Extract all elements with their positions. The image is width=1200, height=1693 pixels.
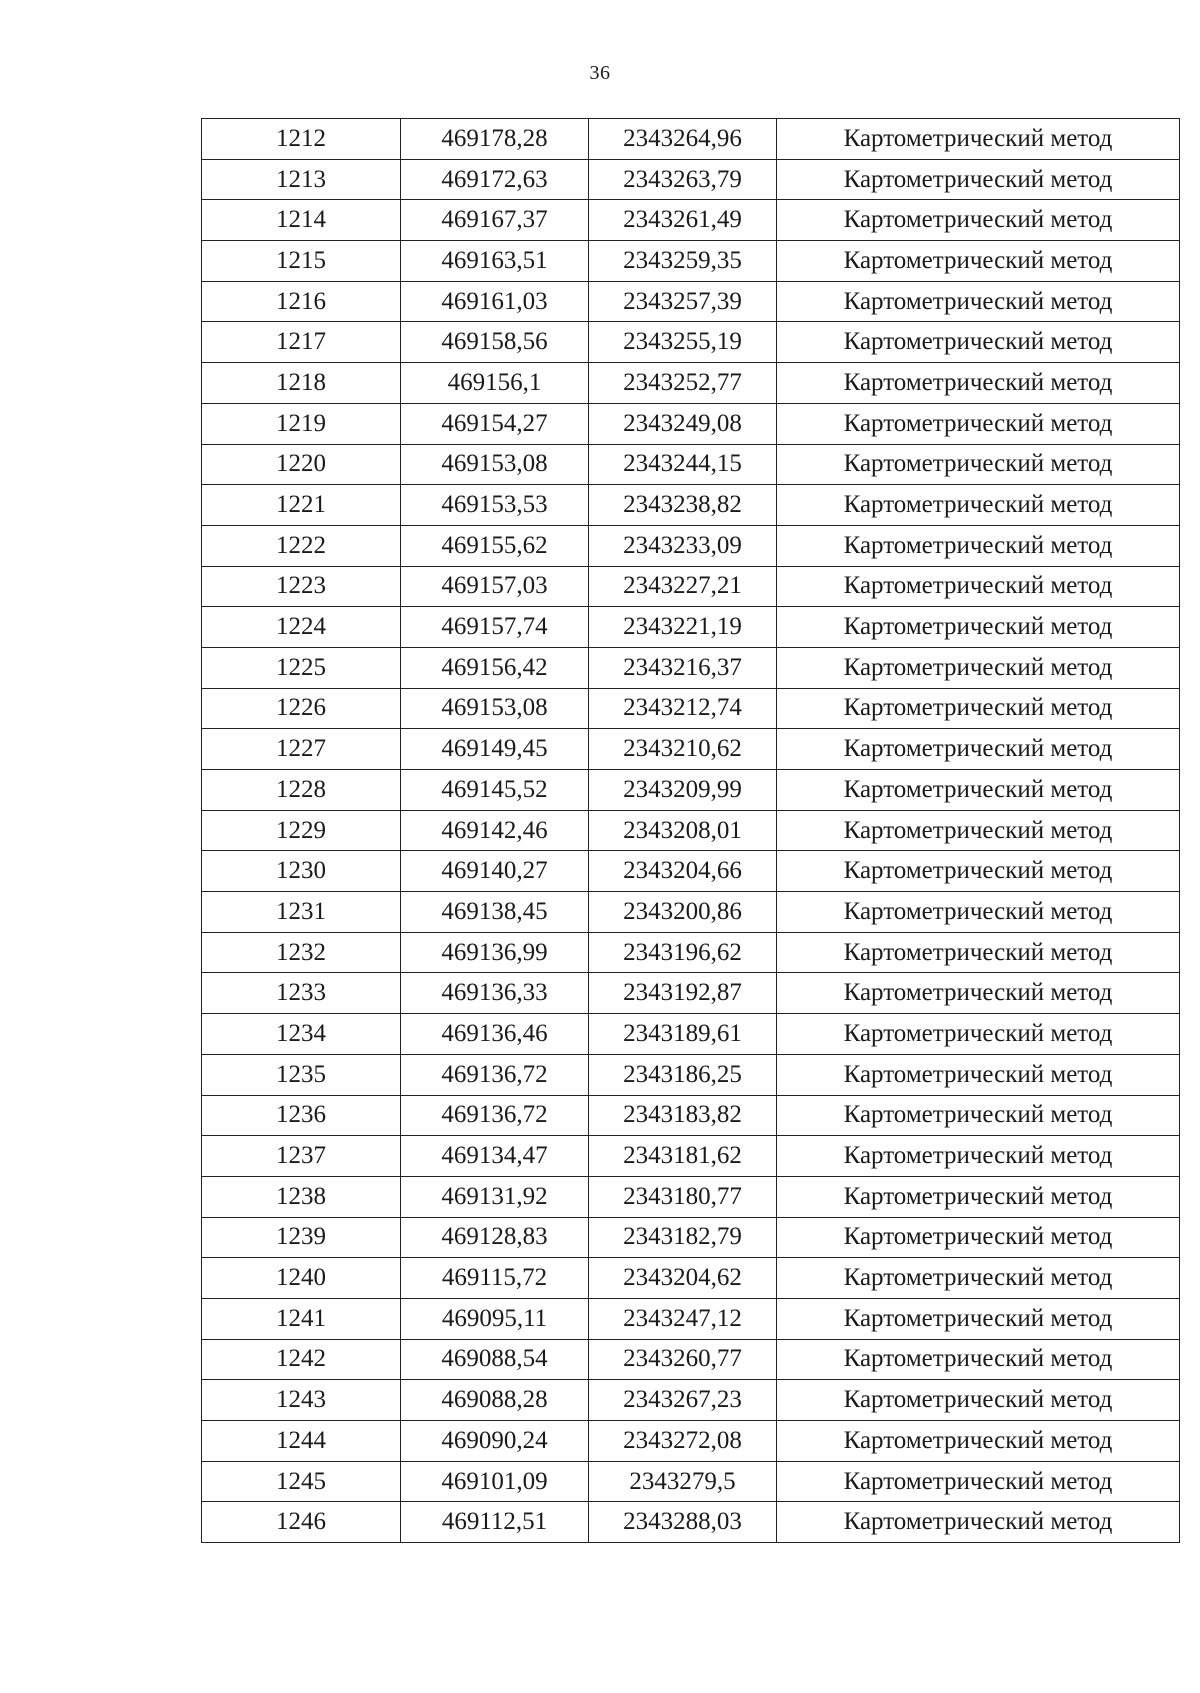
method-cell: Картометрический метод: [777, 1176, 1180, 1217]
method-cell: Картометрический метод: [777, 200, 1180, 241]
y-coordinate-cell: 2343247,12: [589, 1298, 777, 1339]
point-number-cell: 1242: [202, 1339, 401, 1380]
point-number-cell: 1236: [202, 1095, 401, 1136]
x-coordinate-cell: 469157,03: [401, 566, 589, 607]
y-coordinate-cell: 2343204,66: [589, 851, 777, 892]
table-row: [202, 932, 1180, 973]
y-coordinate-cell: 2343227,21: [589, 566, 777, 607]
point-number-cell: 1240: [202, 1258, 401, 1299]
point-number-cell: 1233: [202, 973, 401, 1014]
coordinates-table: [201, 118, 1180, 1543]
method-cell: Картометрический метод: [777, 932, 1180, 973]
method-cell: Картометрический метод: [777, 1258, 1180, 1299]
y-coordinate-cell: 2343209,99: [589, 770, 777, 811]
table-row: [202, 1380, 1180, 1421]
x-coordinate-cell: 469149,45: [401, 729, 589, 770]
method-cell: Картометрический метод: [777, 1298, 1180, 1339]
point-number-cell: 1226: [202, 688, 401, 729]
y-coordinate-cell: 2343263,79: [589, 159, 777, 200]
method-cell: Картометрический метод: [777, 444, 1180, 485]
y-coordinate-cell: 2343221,19: [589, 607, 777, 648]
table-body: [202, 119, 1180, 1543]
method-cell: Картометрический метод: [777, 770, 1180, 811]
method-cell: Картометрический метод: [777, 281, 1180, 322]
table-row: [202, 200, 1180, 241]
point-number-cell: 1212: [202, 119, 401, 160]
method-cell: Картометрический метод: [777, 1461, 1180, 1502]
y-coordinate-cell: 2343288,03: [589, 1502, 777, 1543]
table-row: [202, 851, 1180, 892]
y-coordinate-cell: 2343183,82: [589, 1095, 777, 1136]
point-number-cell: 1219: [202, 403, 401, 444]
table-row: [202, 1461, 1180, 1502]
y-coordinate-cell: 2343261,49: [589, 200, 777, 241]
method-cell: Картометрический метод: [777, 1339, 1180, 1380]
x-coordinate-cell: 469154,27: [401, 403, 589, 444]
x-coordinate-cell: 469136,72: [401, 1095, 589, 1136]
method-cell: Картометрический метод: [777, 851, 1180, 892]
x-coordinate-cell: 469095,11: [401, 1298, 589, 1339]
y-coordinate-cell: 2343180,77: [589, 1176, 777, 1217]
y-coordinate-cell: 2343216,37: [589, 647, 777, 688]
table-row: [202, 281, 1180, 322]
x-coordinate-cell: 469156,1: [401, 363, 589, 404]
x-coordinate-cell: 469101,09: [401, 1461, 589, 1502]
x-coordinate-cell: 469155,62: [401, 525, 589, 566]
table-row: [202, 729, 1180, 770]
point-number-cell: 1246: [202, 1502, 401, 1543]
y-coordinate-cell: 2343244,15: [589, 444, 777, 485]
table-row: [202, 1339, 1180, 1380]
y-coordinate-cell: 2343233,09: [589, 525, 777, 566]
point-number-cell: 1235: [202, 1054, 401, 1095]
page-number: 36: [589, 62, 611, 84]
x-coordinate-cell: 469145,52: [401, 770, 589, 811]
x-coordinate-cell: 469136,33: [401, 973, 589, 1014]
y-coordinate-cell: 2343196,62: [589, 932, 777, 973]
point-number-cell: 1239: [202, 1217, 401, 1258]
method-cell: Картометрический метод: [777, 1095, 1180, 1136]
table-row: [202, 1421, 1180, 1462]
x-coordinate-cell: 469140,27: [401, 851, 589, 892]
y-coordinate-cell: 2343267,23: [589, 1380, 777, 1421]
point-number-cell: 1238: [202, 1176, 401, 1217]
x-coordinate-cell: 469163,51: [401, 241, 589, 282]
x-coordinate-cell: 469136,46: [401, 1014, 589, 1055]
y-coordinate-cell: 2343255,19: [589, 322, 777, 363]
point-number-cell: 1213: [202, 159, 401, 200]
y-coordinate-cell: 2343182,79: [589, 1217, 777, 1258]
table-row: [202, 1176, 1180, 1217]
point-number-cell: 1221: [202, 485, 401, 526]
y-coordinate-cell: 2343252,77: [589, 363, 777, 404]
table-row: [202, 363, 1180, 404]
method-cell: Картометрический метод: [777, 810, 1180, 851]
method-cell: Картометрический метод: [777, 322, 1180, 363]
table-row: [202, 810, 1180, 851]
table-row: [202, 1298, 1180, 1339]
table-row: [202, 444, 1180, 485]
y-coordinate-cell: 2343279,5: [589, 1461, 777, 1502]
x-coordinate-cell: 469134,47: [401, 1136, 589, 1177]
x-coordinate-cell: 469167,37: [401, 200, 589, 241]
x-coordinate-cell: 469138,45: [401, 892, 589, 933]
x-coordinate-cell: 469161,03: [401, 281, 589, 322]
table-row: [202, 647, 1180, 688]
table-row: [202, 770, 1180, 811]
method-cell: Картометрический метод: [777, 729, 1180, 770]
x-coordinate-cell: 469156,42: [401, 647, 589, 688]
point-number-cell: 1227: [202, 729, 401, 770]
method-cell: Картометрический метод: [777, 607, 1180, 648]
table-row: [202, 892, 1180, 933]
table-row: [202, 1014, 1180, 1055]
method-cell: Картометрический метод: [777, 1421, 1180, 1462]
y-coordinate-cell: 2343192,87: [589, 973, 777, 1014]
point-number-cell: 1245: [202, 1461, 401, 1502]
point-number-cell: 1222: [202, 525, 401, 566]
table-row: [202, 1136, 1180, 1177]
x-coordinate-cell: 469157,74: [401, 607, 589, 648]
point-number-cell: 1218: [202, 363, 401, 404]
table-row: [202, 119, 1180, 160]
point-number-cell: 1241: [202, 1298, 401, 1339]
point-number-cell: 1215: [202, 241, 401, 282]
method-cell: Картометрический метод: [777, 1054, 1180, 1095]
x-coordinate-cell: 469090,24: [401, 1421, 589, 1462]
method-cell: Картометрический метод: [777, 566, 1180, 607]
table-row: [202, 566, 1180, 607]
method-cell: Картометрический метод: [777, 1380, 1180, 1421]
point-number-cell: 1229: [202, 810, 401, 851]
y-coordinate-cell: 2343181,62: [589, 1136, 777, 1177]
table-row: [202, 1095, 1180, 1136]
table-row: [202, 525, 1180, 566]
point-number-cell: 1231: [202, 892, 401, 933]
method-cell: Картометрический метод: [777, 525, 1180, 566]
table-row: [202, 322, 1180, 363]
x-coordinate-cell: 469128,83: [401, 1217, 589, 1258]
method-cell: Картометрический метод: [777, 403, 1180, 444]
table-row: [202, 485, 1180, 526]
x-coordinate-cell: 469172,63: [401, 159, 589, 200]
point-number-cell: 1216: [202, 281, 401, 322]
x-coordinate-cell: 469136,72: [401, 1054, 589, 1095]
method-cell: Картометрический метод: [777, 1014, 1180, 1055]
x-coordinate-cell: 469112,51: [401, 1502, 589, 1543]
table-row: [202, 688, 1180, 729]
method-cell: Картометрический метод: [777, 973, 1180, 1014]
method-cell: Картометрический метод: [777, 241, 1180, 282]
table-row: [202, 1217, 1180, 1258]
point-number-cell: 1244: [202, 1421, 401, 1462]
point-number-cell: 1228: [202, 770, 401, 811]
method-cell: Картометрический метод: [777, 892, 1180, 933]
y-coordinate-cell: 2343212,74: [589, 688, 777, 729]
method-cell: Картометрический метод: [777, 1136, 1180, 1177]
table-row: [202, 607, 1180, 648]
y-coordinate-cell: 2343208,01: [589, 810, 777, 851]
table-row: [202, 1502, 1180, 1543]
method-cell: Картометрический метод: [777, 1217, 1180, 1258]
point-number-cell: 1230: [202, 851, 401, 892]
method-cell: Картометрический метод: [777, 485, 1180, 526]
y-coordinate-cell: 2343238,82: [589, 485, 777, 526]
x-coordinate-cell: 469142,46: [401, 810, 589, 851]
point-number-cell: 1223: [202, 566, 401, 607]
y-coordinate-cell: 2343204,62: [589, 1258, 777, 1299]
point-number-cell: 1217: [202, 322, 401, 363]
x-coordinate-cell: 469088,28: [401, 1380, 589, 1421]
table-row: [202, 1054, 1180, 1095]
y-coordinate-cell: 2343260,77: [589, 1339, 777, 1380]
x-coordinate-cell: 469158,56: [401, 322, 589, 363]
method-cell: Картометрический метод: [777, 119, 1180, 160]
table-row: [202, 973, 1180, 1014]
x-coordinate-cell: 469153,08: [401, 688, 589, 729]
x-coordinate-cell: 469131,92: [401, 1176, 589, 1217]
point-number-cell: 1224: [202, 607, 401, 648]
y-coordinate-cell: 2343264,96: [589, 119, 777, 160]
x-coordinate-cell: 469115,72: [401, 1258, 589, 1299]
x-coordinate-cell: 469153,08: [401, 444, 589, 485]
method-cell: Картометрический метод: [777, 159, 1180, 200]
table-row: [202, 241, 1180, 282]
point-number-cell: 1225: [202, 647, 401, 688]
x-coordinate-cell: 469153,53: [401, 485, 589, 526]
point-number-cell: 1234: [202, 1014, 401, 1055]
point-number-cell: 1243: [202, 1380, 401, 1421]
method-cell: Картометрический метод: [777, 688, 1180, 729]
method-cell: Картометрический метод: [777, 647, 1180, 688]
point-number-cell: 1214: [202, 200, 401, 241]
point-number-cell: 1220: [202, 444, 401, 485]
table-row: [202, 159, 1180, 200]
y-coordinate-cell: 2343189,61: [589, 1014, 777, 1055]
y-coordinate-cell: 2343210,62: [589, 729, 777, 770]
x-coordinate-cell: 469088,54: [401, 1339, 589, 1380]
x-coordinate-cell: 469136,99: [401, 932, 589, 973]
method-cell: Картометрический метод: [777, 363, 1180, 404]
method-cell: Картометрический метод: [777, 1502, 1180, 1543]
y-coordinate-cell: 2343249,08: [589, 403, 777, 444]
table-row: [202, 403, 1180, 444]
x-coordinate-cell: 469178,28: [401, 119, 589, 160]
y-coordinate-cell: 2343259,35: [589, 241, 777, 282]
point-number-cell: 1232: [202, 932, 401, 973]
y-coordinate-cell: 2343200,86: [589, 892, 777, 933]
table-row: [202, 1258, 1180, 1299]
y-coordinate-cell: 2343186,25: [589, 1054, 777, 1095]
y-coordinate-cell: 2343257,39: [589, 281, 777, 322]
point-number-cell: 1237: [202, 1136, 401, 1177]
y-coordinate-cell: 2343272,08: [589, 1421, 777, 1462]
